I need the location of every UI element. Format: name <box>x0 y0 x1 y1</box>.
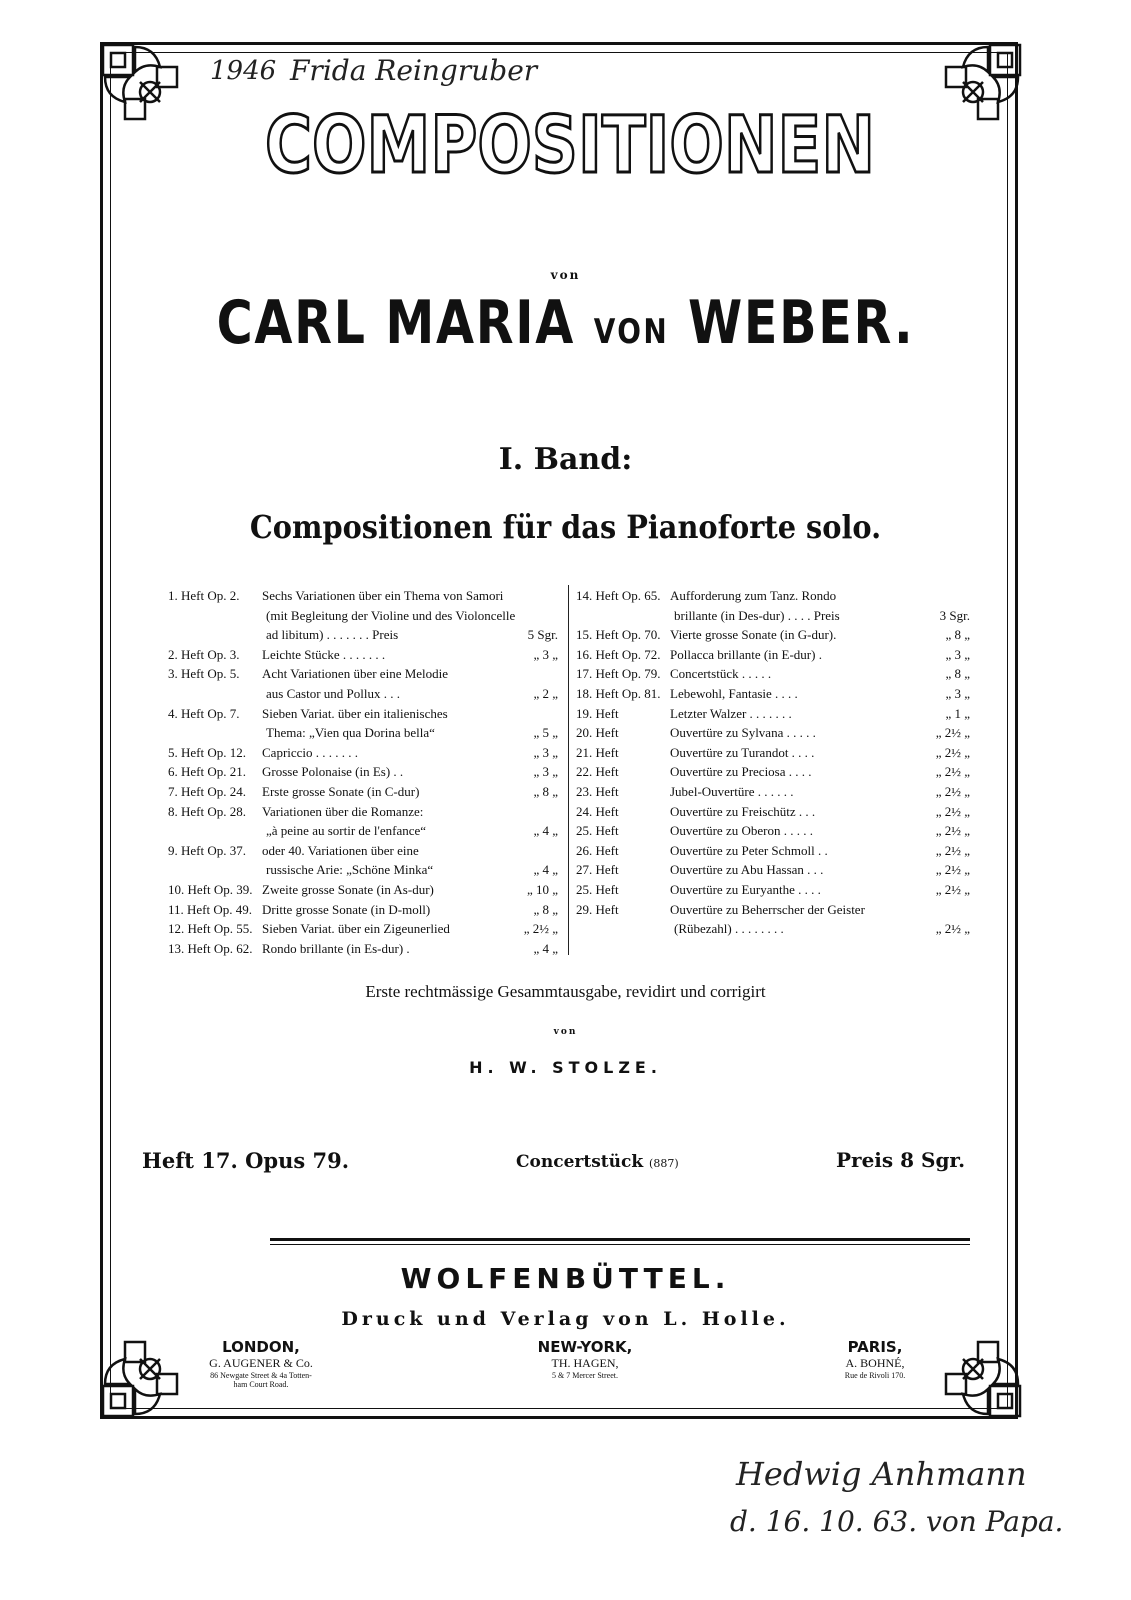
work-number: 20. Heft <box>576 725 619 741</box>
work-number: 1. Heft Op. 2. <box>168 588 240 603</box>
divider-rule-thin <box>270 1244 970 1245</box>
work-price: „ 3 „ <box>533 764 558 780</box>
work-entry-line <box>576 919 976 939</box>
work-price: 5 Sgr. <box>527 627 558 643</box>
agent-paris <box>810 1338 940 1380</box>
work-title: brillante (in Des-dur) . . . . Preis <box>674 607 840 623</box>
work-title: Ouvertüre zu Turandot . . . . <box>670 744 815 760</box>
work-entry-line <box>576 606 976 626</box>
composer-name <box>102 288 1029 358</box>
plate-number: (887) <box>649 1157 679 1170</box>
work-price: „ 2½ „ <box>935 862 970 878</box>
work-entry-line <box>168 860 564 880</box>
work-price: „ 2½ „ <box>935 803 970 819</box>
work-number: 5. Heft Op. 12. <box>168 744 246 760</box>
work-title: Dritte grosse Sonate (in D-moll) <box>262 901 431 917</box>
work-price: „ 3 „ <box>945 685 970 701</box>
work-title: Pollacca brillante (in E-dur) . <box>670 646 822 662</box>
work-title: Sieben Variat. über ein Zigeunerlied <box>262 921 450 937</box>
work-price: „ 2½ „ <box>935 921 970 937</box>
work-number: 27. Heft <box>576 862 619 878</box>
work-number: 24. Heft <box>576 803 619 819</box>
work-price: „ 8 „ <box>945 627 970 643</box>
work-title: Sieben Variat. über ein italienisches <box>262 705 448 721</box>
work-number: 7. Heft Op. 24. <box>168 783 246 799</box>
work-title: Aufforderung zum Tanz. Rondo <box>670 588 837 603</box>
work-title: Erste grosse Sonate (in C-dur) <box>262 783 420 799</box>
work-price: „ 4 „ <box>533 823 558 839</box>
work-entry-line <box>168 743 564 763</box>
work-title: Ouvertüre zu Beherrscher der Geister <box>670 901 865 917</box>
work-title: (mit Begleitung der Violine und des Violoncelle <box>266 607 516 623</box>
work-title: Ouvertüre zu Freischütz . . . <box>670 803 816 819</box>
work-number: 18. Heft Op. 81. <box>576 685 661 701</box>
work-price: „ 2½ „ <box>935 823 970 839</box>
work-entry-line <box>168 704 564 724</box>
edition-note: Erste rechtmässige Gesammtausgabe, revidirt und corrigirt <box>365 982 766 1001</box>
work-entry-line <box>168 762 564 782</box>
work-price: „ 2½ „ <box>935 744 970 760</box>
agent-london <box>186 1338 336 1389</box>
handwritten-signature: Hedwig Anhmann <box>736 1455 1027 1493</box>
works-list-left <box>168 586 564 958</box>
london-publisher: G. AUGENER & Co. <box>209 1356 313 1370</box>
work-title: Variationen über die Romanze: <box>262 803 424 819</box>
work-price: „ 8 „ <box>533 783 558 799</box>
von-label: von <box>550 268 581 282</box>
work-price: „ 1 „ <box>945 705 970 721</box>
paris-city: PARIS, <box>847 1338 903 1356</box>
work-entry-line <box>168 841 564 861</box>
work-entry-line <box>168 821 564 841</box>
work-number: 25. Heft <box>576 823 619 839</box>
work-title: Thema: „Vien qua Dorina bella“ <box>266 725 435 741</box>
work-entry-line <box>576 802 976 822</box>
work-price: „ 2½ „ <box>935 783 970 799</box>
work-number: 19. Heft <box>576 705 619 721</box>
work-entry-line <box>168 664 564 684</box>
heft-number: Heft 17. Opus 79. <box>142 1148 350 1173</box>
composer-first: CARL MARIA <box>216 288 575 358</box>
work-number: 8. Heft Op. 28. <box>168 803 246 819</box>
work-price: „ 3 „ <box>945 646 970 662</box>
work-title: (Rübezahl) . . . . . . . . <box>674 921 784 937</box>
work-title: „à peine au sortir de l'enfance“ <box>266 823 427 839</box>
work-entry-line <box>576 762 976 782</box>
work-entry-line <box>168 939 564 959</box>
work-entry-line <box>576 782 976 802</box>
work-number: 23. Heft <box>576 783 619 799</box>
work-title: Lebewohl, Fantasie . . . . <box>670 685 798 701</box>
works-list-right <box>576 586 976 939</box>
work-entry-line <box>168 880 564 900</box>
work-price: „ 2 „ <box>533 685 558 701</box>
work-entry-line <box>168 782 564 802</box>
work-entry-line <box>168 684 564 704</box>
work-number: 3. Heft Op. 5. <box>168 666 240 682</box>
work-number: 14. Heft Op. 65. <box>576 588 661 603</box>
paris-publisher: A. BOHNÉ, <box>845 1356 905 1370</box>
work-price: „ 2½ „ <box>523 921 558 937</box>
work-number: 29. Heft <box>576 901 619 917</box>
corner-ornament-icon <box>936 1332 1028 1424</box>
work-price: „ 3 „ <box>533 646 558 662</box>
work-title: Acht Variationen über eine Melodie <box>262 666 449 682</box>
publisher-city: WOLFENBÜTTEL. <box>400 1262 731 1295</box>
work-entry-line <box>168 919 564 939</box>
title-text: COMPOSITIONEN <box>265 101 875 191</box>
paris-address: Rue de Rivoli 170. <box>844 1371 906 1380</box>
work-title: Concertstück . . . . . <box>670 666 772 682</box>
work-title: Ouvertüre zu Preciosa . . . . <box>670 764 812 780</box>
work-entry-line <box>576 625 976 645</box>
page-title <box>250 101 890 191</box>
agent-newyork <box>510 1338 660 1380</box>
work-entry-line <box>576 841 976 861</box>
newyork-address: 5 & 7 Mercer Street. <box>552 1371 618 1380</box>
work-entry-line <box>168 625 564 645</box>
work-price: „ 8 „ <box>945 666 970 682</box>
handwritten-owner-name: Frida Reingruber <box>290 54 538 87</box>
column-divider <box>568 585 569 955</box>
work-title: oder 40. Variationen über eine <box>262 842 419 858</box>
newyork-publisher: TH. HAGEN, <box>551 1356 619 1370</box>
work-title: russische Arie: „Schöne Minka“ <box>266 862 434 878</box>
work-title: Ouvertüre zu Peter Schmoll . . <box>670 842 828 858</box>
work-entry-line <box>576 880 976 900</box>
work-number: 15. Heft Op. 70. <box>576 627 661 643</box>
work-entry-line <box>168 723 564 743</box>
work-price: „ 3 „ <box>533 744 558 760</box>
work-entry-line <box>576 860 976 880</box>
volume-subtitle: Compositionen für das Pianoforte solo. <box>249 508 882 546</box>
work-title: Ouvertüre zu Abu Hassan . . . <box>670 862 824 878</box>
work-entry-line <box>576 684 976 704</box>
work-number: 17. Heft Op. 79. <box>576 666 661 682</box>
work-price: „ 5 „ <box>533 725 558 741</box>
work-title: Capriccio . . . . . . . <box>262 744 359 760</box>
corner-ornament-icon <box>95 1332 187 1424</box>
work-number: 12. Heft Op. 55. <box>168 921 253 937</box>
work-entry-line <box>576 900 976 920</box>
work-number: 13. Heft Op. 62. <box>168 940 253 956</box>
newyork-city: NEW-YORK, <box>537 1338 633 1356</box>
work-title: aus Castor und Pollux . . . <box>266 685 400 701</box>
work-title: Leichte Stücke . . . . . . . <box>262 646 386 662</box>
work-price: „ 10 „ <box>526 881 558 897</box>
work-entry-line <box>168 606 564 626</box>
work-entry-line <box>168 586 564 606</box>
work-title: Zweite grosse Sonate (in As-dur) <box>262 881 434 897</box>
composer-von: VON <box>593 312 670 352</box>
work-entry-line <box>576 586 976 606</box>
work-entry-line <box>576 723 976 743</box>
work-title: Ouvertüre zu Oberon . . . . . <box>670 823 813 839</box>
work-number: 16. Heft Op. 72. <box>576 646 661 662</box>
work-entry-line <box>168 802 564 822</box>
work-entry-line <box>168 645 564 665</box>
work-entry-line <box>576 664 976 684</box>
work-number: 21. Heft <box>576 744 619 760</box>
composer-last: WEBER. <box>687 288 915 358</box>
work-price: „ 4 „ <box>533 862 558 878</box>
work-price: „ 4 „ <box>533 940 558 956</box>
volume-heading: I. Band: <box>498 442 633 477</box>
editor-name: H. W. STOLZE. <box>469 1058 662 1077</box>
work-number: 26. Heft <box>576 842 619 858</box>
work-number: 10. Heft Op. 39. <box>168 881 253 897</box>
work-title: Vierte grosse Sonate (in G-dur). <box>670 627 837 643</box>
work-number: 6. Heft Op. 21. <box>168 764 246 780</box>
work-price: „ 8 „ <box>533 901 558 917</box>
work-title: ad libitum) . . . . . . . Preis <box>266 627 399 643</box>
work-price: „ 2½ „ <box>935 725 970 741</box>
corner-ornament-icon <box>936 37 1028 129</box>
work-number: 25. Heft <box>576 881 619 897</box>
work-price: „ 2½ „ <box>935 881 970 897</box>
work-title: Letzter Walzer . . . . . . . <box>670 705 792 721</box>
piece-title <box>516 1152 679 1172</box>
work-entry-line <box>168 900 564 920</box>
work-price: „ 2½ „ <box>935 764 970 780</box>
work-number: 4. Heft Op. 7. <box>168 705 240 721</box>
work-entry-line <box>576 743 976 763</box>
work-number: 9. Heft Op. 37. <box>168 842 246 858</box>
london-address-1: 86 Newgate Street & 4a Totten- <box>210 1371 312 1380</box>
work-title: Grosse Polonaise (in Es) . . <box>262 764 404 780</box>
work-price: 3 Sgr. <box>939 607 970 623</box>
london-city: LONDON, <box>222 1338 300 1356</box>
divider-rule <box>270 1238 970 1241</box>
work-entry-line <box>576 821 976 841</box>
work-number: 11. Heft Op. 49. <box>168 901 253 917</box>
work-title: Jubel-Ouvertüre . . . . . . <box>670 783 794 799</box>
work-title: Ouvertüre zu Euryanthe . . . . <box>670 881 821 897</box>
work-entry-line <box>576 645 976 665</box>
work-price: „ 2½ „ <box>935 842 970 858</box>
piece-name: Concertstück <box>516 1152 644 1172</box>
work-title: Rondo brillante (in Es-dur) . <box>262 940 410 956</box>
work-title: Sechs Variationen über ein Thema von Samori <box>262 588 504 603</box>
work-entry-line <box>576 704 976 724</box>
handwritten-date-note: d. 16. 10. 63. von Papa. <box>730 1505 1064 1538</box>
publisher-line: Druck und Verlag von L. Holle. <box>341 1308 790 1330</box>
work-title: Ouvertüre zu Sylvana . . . . . <box>670 725 816 741</box>
work-number: 2. Heft Op. 3. <box>168 646 240 662</box>
von-label-2: von <box>553 1027 578 1037</box>
corner-ornament-icon <box>95 37 187 129</box>
handwritten-year: 1946 <box>210 56 277 86</box>
price-label: Preis 8 Sgr. <box>836 1148 966 1172</box>
work-number: 22. Heft <box>576 764 619 780</box>
london-address-2: ham Court Road. <box>233 1380 289 1389</box>
